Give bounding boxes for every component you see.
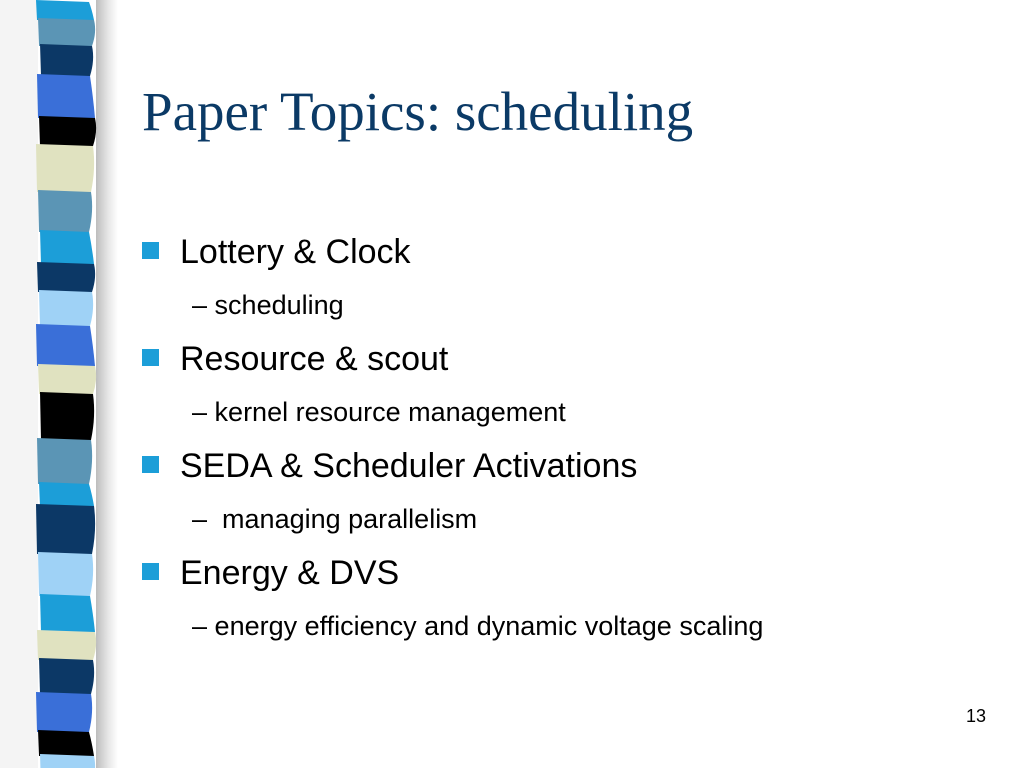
bullet-level2 <box>192 606 763 646</box>
stripe-band <box>40 230 94 264</box>
dash-icon: – <box>192 397 208 427</box>
stripe-band <box>39 482 94 506</box>
bullet-level1 <box>142 442 637 490</box>
dash-icon: – <box>192 504 208 534</box>
dash-icon: – <box>192 611 208 641</box>
sub-bullet-text: energy efficiency and dynamic voltage scaling <box>214 611 764 641</box>
decorative-stripe <box>0 0 118 768</box>
sub-bullet-text: kernel resource management <box>214 397 566 427</box>
bullet-text: Lottery & Clock <box>180 233 411 271</box>
stripe-band <box>37 438 92 484</box>
bullet-level2 <box>192 285 344 325</box>
stripe-band <box>36 0 94 20</box>
stripe-band <box>37 630 96 660</box>
bullet-text: SEDA & Scheduler Activations <box>180 447 638 485</box>
stripe-band <box>40 594 95 632</box>
sub-bullet-text: scheduling <box>214 290 344 320</box>
stripe-margin <box>0 0 38 768</box>
square-bullet-icon <box>142 563 159 580</box>
stripe-band <box>38 18 95 46</box>
stripe-band <box>36 144 94 192</box>
bullet-level2 <box>192 392 566 432</box>
dash-icon: – <box>192 290 208 320</box>
bullet-level1 <box>142 549 399 597</box>
stripe-band <box>37 74 95 118</box>
stripe-band <box>37 262 95 292</box>
stripe-band <box>36 324 95 366</box>
square-bullet-icon <box>142 456 159 473</box>
slide-title: Paper Topics: scheduling <box>142 81 694 142</box>
bullet-text: Resource & scout <box>180 340 449 378</box>
stripe-band <box>40 754 95 768</box>
square-bullet-icon <box>142 349 159 366</box>
stripe-band <box>38 730 94 756</box>
stripe-band <box>39 116 96 146</box>
bullet-item <box>142 228 1002 335</box>
stripe-band <box>39 658 94 694</box>
bullet-item <box>142 335 1002 442</box>
bullet-item <box>142 442 1002 549</box>
stripe-band <box>40 44 93 76</box>
stripe-band <box>40 392 94 440</box>
bullet-item <box>142 549 1002 656</box>
page-number: 13 <box>966 706 987 726</box>
stripe-band <box>36 692 92 732</box>
stripe-band <box>36 504 95 554</box>
bullet-list <box>142 228 1002 656</box>
bullet-level1 <box>142 335 448 383</box>
stripe-band <box>38 552 93 596</box>
bullet-text: Energy & DVS <box>180 554 400 592</box>
stripe-band <box>38 190 92 232</box>
stripe-band <box>38 364 96 394</box>
stripe-band <box>39 290 93 326</box>
bullet-level2 <box>192 499 477 539</box>
square-bullet-icon <box>142 242 159 259</box>
bullet-level1 <box>142 228 411 276</box>
sub-bullet-text: managing parallelism <box>214 504 478 534</box>
